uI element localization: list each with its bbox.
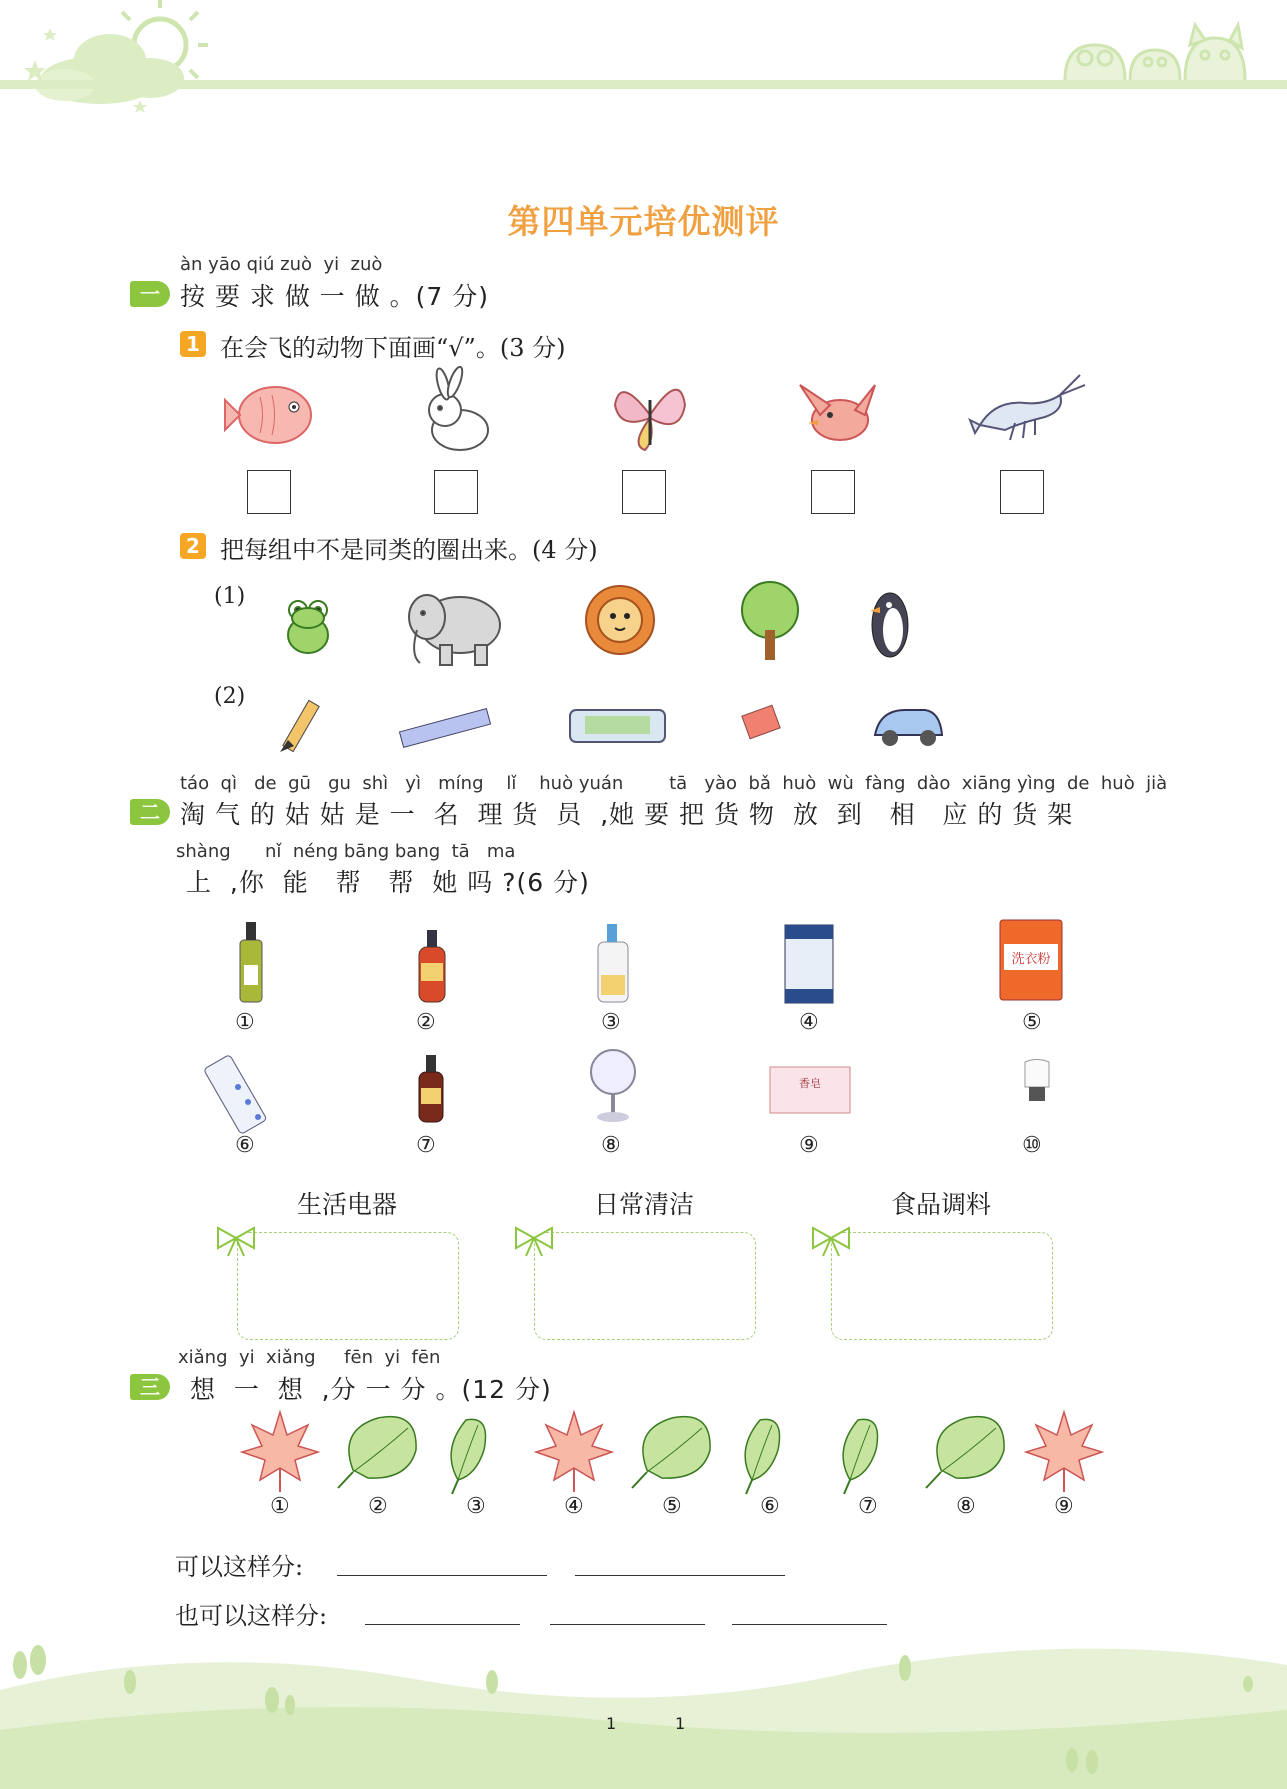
body-wash-bottle-icon [598,924,628,1002]
section-2-pinyin-line-2: shàng nǐ néng bāng bang tā ma [176,841,516,862]
detergent-bag-icon [1000,920,1062,1000]
shampoo-bottle-icon [240,922,262,1002]
bow-icon [516,1228,552,1256]
narrow-leaf-icon [745,1419,779,1494]
shrimp-icon [970,375,1085,440]
leaf-number: ⑥ [760,1494,780,1519]
elephant-icon [409,595,500,665]
soap-box-icon [770,1067,850,1113]
question-1-text: 在会飞的动物下面画“√”。(3 分) [220,334,566,362]
answer-blank[interactable] [337,1575,547,1576]
leaf-row [240,1410,1120,1500]
sharpener-icon [742,705,780,738]
fish-icon [225,387,311,443]
category-label-cleaning: 日常清洁 [593,1190,694,1219]
frog-icon [288,601,328,653]
goods-row-1 [215,915,1095,1015]
maple-leaf-icon [1026,1412,1102,1492]
group-2-row [270,690,950,760]
pencil-icon [280,700,319,752]
header-line [0,80,1287,89]
detergent-label: 洗衣粉 [1011,952,1051,967]
page-number-left: 1 [606,1714,617,1733]
leaf-number: ⑧ [956,1494,976,1519]
maple-leaf-icon [242,1412,318,1492]
leaf-number: ③ [466,1494,486,1519]
group-1-row [270,580,950,670]
rice-bag-icon [785,925,833,1003]
section-1-heading: 按 要 求 做 一 做 。(7 分) [180,282,490,311]
footer-hills [0,1620,1287,1789]
ruler-icon [399,709,490,748]
broad-leaf-icon [632,1417,710,1488]
bow-icon [813,1228,849,1256]
item-number: ⑦ [416,1133,436,1158]
pencil-case-icon [570,710,665,742]
car-icon [875,710,942,746]
group-2-label: (2) [214,684,246,709]
header-art [0,0,1287,120]
item-number: ② [416,1010,436,1035]
checkbox-shrimp[interactable] [1000,470,1044,514]
goods-row-2 [210,1042,1090,1132]
power-strip-icon [204,1054,267,1134]
maple-leaf-icon [536,1412,612,1492]
leaf-number: ⑤ [662,1494,682,1519]
item-number: ⑨ [799,1133,819,1158]
section-1-badge: 一 [130,281,170,307]
section-2-heading-line-1: 淘 气 的 姑 姑 是 一 名 理 货 员 ,她 要 把 货 物 放 到 相 应 的 货 架 [180,800,1074,829]
soy-sauce-bottle-icon [419,930,445,1002]
soap-label: 香皂 [799,1077,821,1090]
rabbit-icon [429,365,488,450]
cloud-icon [35,34,184,104]
question-1-number: 1 [180,331,206,357]
category-label-appliances: 生活电器 [296,1190,397,1219]
checkbox-rabbit[interactable] [434,470,478,514]
tree-icon [742,582,798,660]
item-number: ⑩ [1022,1133,1042,1158]
question-2-number: 2 [180,533,206,559]
page-title: 第四单元培优测评 [507,202,780,241]
answer-blank[interactable] [575,1575,785,1576]
group-1-label: (1) [214,584,246,609]
section-3-badge: 三 [130,1374,170,1400]
item-number: ⑤ [1022,1010,1042,1035]
electric-fan-icon [591,1050,635,1122]
section-1-pinyin: àn yāo qiú zuò yi zuò [180,254,383,275]
lion-icon [586,586,654,654]
checkbox-fish[interactable] [247,470,291,514]
page-number-right: 1 [675,1714,686,1733]
item-number: ⑥ [235,1133,255,1158]
category-label-food: 食品调料 [890,1190,991,1219]
fill-line-2-label: 也可以这样分: [175,1602,328,1630]
leaf-number: ① [270,1494,290,1519]
narrow-leaf-icon [843,1419,877,1494]
checkbox-bird[interactable] [811,470,855,514]
light-bulb-icon [1025,1060,1049,1102]
item-number: ④ [799,1010,819,1035]
broad-leaf-icon [338,1417,416,1488]
section-2-heading-line-2: 上 ,你 能 帮 帮 她 吗 ?(6 分) [186,868,590,897]
animal-row [220,370,1100,460]
leaf-number: ④ [564,1494,584,1519]
bow-decorations [214,1224,1074,1264]
leaf-number: ② [368,1494,388,1519]
question-2-text: 把每组中不是同类的圈出来。(4 分) [220,536,598,564]
butterfly-icon [615,390,685,450]
leaf-number: ⑦ [858,1494,878,1519]
penguin-icon [870,593,908,657]
item-number: ① [235,1010,255,1035]
cartoon-animals-icon [1065,25,1245,80]
section-3-heading: 想 一 想 ,分 一 分 。(12 分) [190,1375,552,1404]
section-2-badge: 二 [130,799,170,825]
item-number: ⑧ [601,1133,621,1158]
bird-icon [800,385,875,440]
fill-line-1-label: 可以这样分: [175,1553,304,1581]
checkbox-butterfly[interactable] [622,470,666,514]
bow-icon [218,1228,254,1256]
broad-leaf-icon [926,1417,1004,1488]
section-3-pinyin: xiǎng yi xiǎng fēn yi fēn [178,1347,441,1368]
item-number: ③ [601,1010,621,1035]
vinegar-bottle-icon [419,1055,443,1122]
narrow-leaf-icon [451,1419,485,1494]
leaf-number: ⑨ [1054,1494,1074,1519]
section-2-pinyin-line-1: táo qì de gū gu shì yì míng lǐ huò yuán tā yào bǎ huò wù fàng dào xiāng yìng de huò jià [180,773,1168,794]
